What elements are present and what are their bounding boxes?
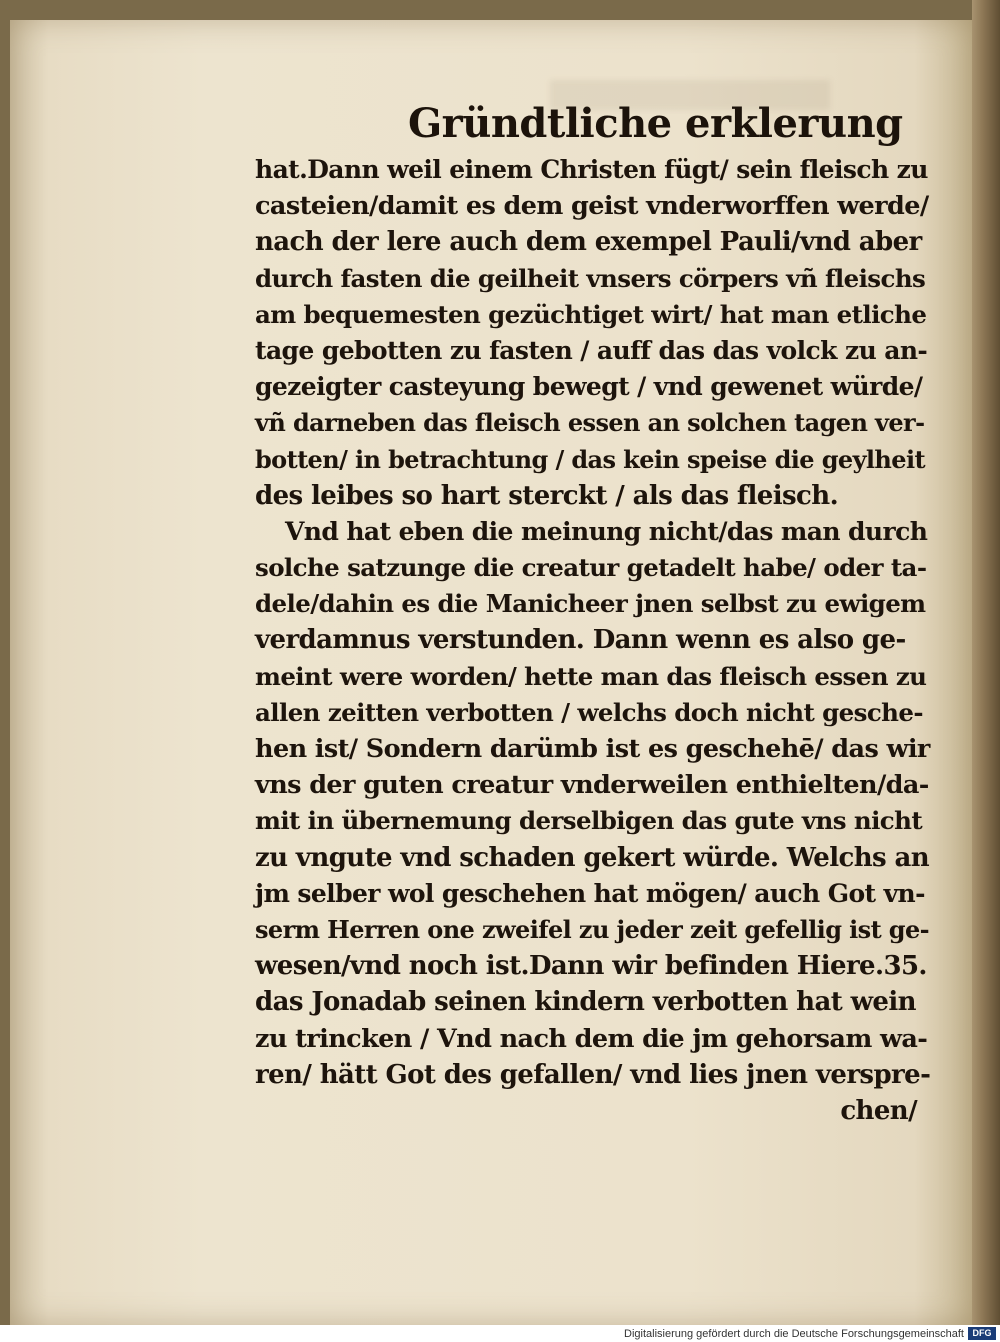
text-line: verdamnus verstunden. Dann wenn es also ge- (255, 625, 906, 656)
text-line: das Jonadab seinen kindern verbotten hat wein (255, 987, 916, 1018)
footer-bar (0, 1325, 1000, 1342)
text-line: allen zeitten verbotten / welchs doch nicht gesche- (255, 697, 923, 727)
text-line: solche satzunge die creatur getadelt habe/ oder ta- (255, 553, 927, 583)
text-line: ren/ hätt Got des gefallen/ vnd lies jnen verspre- (255, 1059, 931, 1090)
text-line: gezeigter casteyung bewegt / vnd gewenet würde/ (255, 372, 923, 402)
text-line: tage gebotten zu fasten / auff das das volck zu an- (255, 335, 928, 365)
text-line: am bequemesten gezüchtiget wirt/ hat man etliche (255, 299, 927, 329)
book-spine (972, 0, 1000, 1325)
text-line: dele/dahin es die Manicheer jnen selbst zu ewigem (255, 589, 926, 619)
text-line: Vnd hat eben die meinung nicht/das man durch (285, 516, 928, 546)
text-line: mit in übernemung derselbigen das gute vns nicht (255, 806, 923, 836)
funding-credit: Digitalisierung gefördert durch die Deutsche Forschungsgemeinschaft (624, 1328, 964, 1340)
text-line: nach der lere auch dem exempel Pauli/vnd aber (255, 227, 922, 258)
text-line: zu vngute vnd schaden gekert würde. Welchs an (255, 842, 930, 873)
dfg-logo: DFG (968, 1327, 996, 1340)
text-line: botten/ in betrachtung / das kein speise die geylheit (255, 444, 925, 474)
text-line: vns der guten creatur vnderweilen enthielten/da- (255, 770, 929, 801)
text-line: vñ darneben das fleisch essen an solchen tagen ver- (255, 408, 925, 438)
text-line: meint were worden/ hette man das fleisch essen zu (255, 661, 927, 691)
text-line: des leibes so hart sterckt / als das fleisch. (255, 480, 839, 511)
text-block (255, 152, 935, 1129)
text-line: hat.Dann weil einem Christen fügt/ sein fleisch zu (255, 155, 928, 184)
text-line: casteien/damit es dem geist vnderworffen werde/ (255, 191, 929, 222)
text-line: jm selber wol geschehen hat mögen/ auch Got vn- (255, 878, 925, 908)
running-head: Gründtliche erklerung (408, 100, 903, 147)
text-line: wesen/vnd noch ist.Dann wir befinden Hiere.35. (255, 951, 927, 982)
text-line: serm Herren one zweifel zu jeder zeit gefellig ist ge- (255, 914, 930, 944)
text-line: zu trincken / Vnd nach dem die jm gehorsam wa- (255, 1023, 928, 1054)
text-line: durch fasten die geilheit vnsers cörpers vñ fleischs (255, 263, 926, 293)
catchword: chen/ (840, 1095, 917, 1126)
text-line: hen ist/ Sondern darümb ist es geschehē/ das wir (255, 734, 930, 764)
